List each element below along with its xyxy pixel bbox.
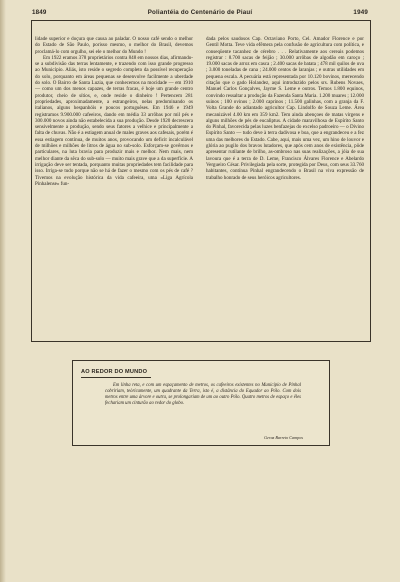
box-signature: Geraz Barreto Campos [264,435,303,440]
left-paragraph-2: Em 1922 eramos 378 proprietários contra 848 em nossos dias, afirmando-se a subdivisão das terras lentamente, e trazendo com isso grande progresso ao Município. Aliás, isto reside o segredo completo da possível recuperação do solo, porquanto em áreas pequenas se desenvolve facilmente a uberdade do solo. O Bairro de Santa Luzia, que conhecemos na mocidade — em 1910 — como um dos menos capazes, de terras fracas, é hoje um grande centro produtor, cheio de sítios, e, onde reside o dinheiro ! Pertencem 281 propriedades, aproximadamente, a estrangeiros, nelas predominando os italianos, alguns hespanhóis e poucos portuguêses. Em 1946 e 1949 registramos 9.900.000 cafeeiros, dando em média 33 arrôbas por mil pés e 300.000 novos ainda não estabelecida a sua produção. Desde 1920 decrescera sensivelmente a produção, sendo seus fatores a velhice e principalmente a falta de chuvas. Não é a estiagem anual de males graves aos cafesais, porém é essa estiagem contínua, de muitos anos, provocando um deficit incalculável de milhões e milhões de litros de água no sub-solo. Esforçam-se govêrnos e particulares, na luta bravia para produzir mais e melhor. Nem mais, nem melhor diante da sêca do sub-solo — muito mais grave que a da superfície. A irrigação deve ser tentada, porquanto muitas propriedades tem facilidade para isso. Irriga-se tudo porque não se há de fazer o mesmo com os pés de café ? Tivemos na evolução histórica da vida cafeeira, uma «Liga Agrícola Pinhalense» fun- [35,54,193,187]
right-paragraph-1: dada pelos saudosos Cap. Octaviano Porto, Cel. Amador Florence e por Gentil Motta. Teve vida efêmera pela confusão de agricultura com política, e conseqüente tacanhez de cérebro . . . Relativamente aos cereais podemos registrar : 8.700 sacas de feijão ; 30.000 arrôbas de algodão em caroço ; 19.000 sacas de arroz em casca ; 2.400 sacas de batata ; 478 mil quilos de uva ; 3.000 toneladas de cana ; 24.000 centos de laranjas ; e outras utilidades em pequena escala. A pecuária está representada por 10.120 bovinos, merecendo citação que o gado Holandez, aqui introduzido pelos srs. Rubens Novaes, Manuel Carlos Gonçalves, Jayme S. Leme e outros. Temos 1.800 equinos, convindo ressaltar a produção da Fazenda Santa Maria. 1.200 muares ; 12.000 suinos ; 100 ovinos ; 2.000 caprinos ; 11.500 galinhas, com a granja da F. Volta Grande do adiantado agricultor Cap. Lindolfo de Souza Leme. Área mecanizável 4.00 km em 359 km2. Tem ainda abençoes de matas virgens e alguns milhões de pés de eucaliptus. A cidade maravilhosa de Espírito Santo do Pinhal, favorecida pelas luzes benfazejas do excelso padroeiro — o Divino Espírito Santo — tudo deve à terra dadivosa e boa, que a engrandeceu e a fez uma das melhores do Estado. Cabe, aqui, mais uma vez, um hino de louvor e glória ao pugilo dos bravos lutadores, que após cem anos de existência, pôde apresentar rutilante de brilho, as-ombroso nas suas realizações, a jóia de sua lavoura que é a terra de D. Leme, Francisco Álvares Florence e Abelardo Vergueiro César. Privilegiada pela sorte, protegida por Deus, com seus 33.760 habitantes, contínua Pinhal engrandecendo o Brasil na viva expressão de trabalho honrado de seus heróicos agricultores. [206,36,364,181]
left-paragraph-1: lidade superior e doçura que causa ao paladar. O nosso café sendo o melhor do Estado de São Paulo, porisso mesmo, o melhor do Brasil, devemos proclamá-lo com orgulho, sei ele o melhor do Mundo ! [35,36,193,55]
header-title: Poliantéia do Centenário de Piauí [147,9,253,16]
page-edge-shadow [0,0,6,582]
sidebar-box [72,360,330,446]
right-column [206,36,364,181]
header-year-right: 1949 [353,9,368,16]
box-text: Em linha reta, e com um espaçamento de metros, os cafeeiros existentes no Município de Pinhal cobririam, teòricamente, um quadrante da Terra, isto é, a distância do Equador ao Pólo. Com dois metros entre uma árvore e outra, se prolongariam de um ao outro Pólo. Quatro metros de espaço e êles fechariam um cinturão ao redor do globo. [105,383,301,406]
box-title: AO REDOR DO MUNDO [81,369,148,375]
left-column [35,36,193,187]
box-title-underline [81,377,151,378]
header-year-left: 1849 [32,9,47,16]
